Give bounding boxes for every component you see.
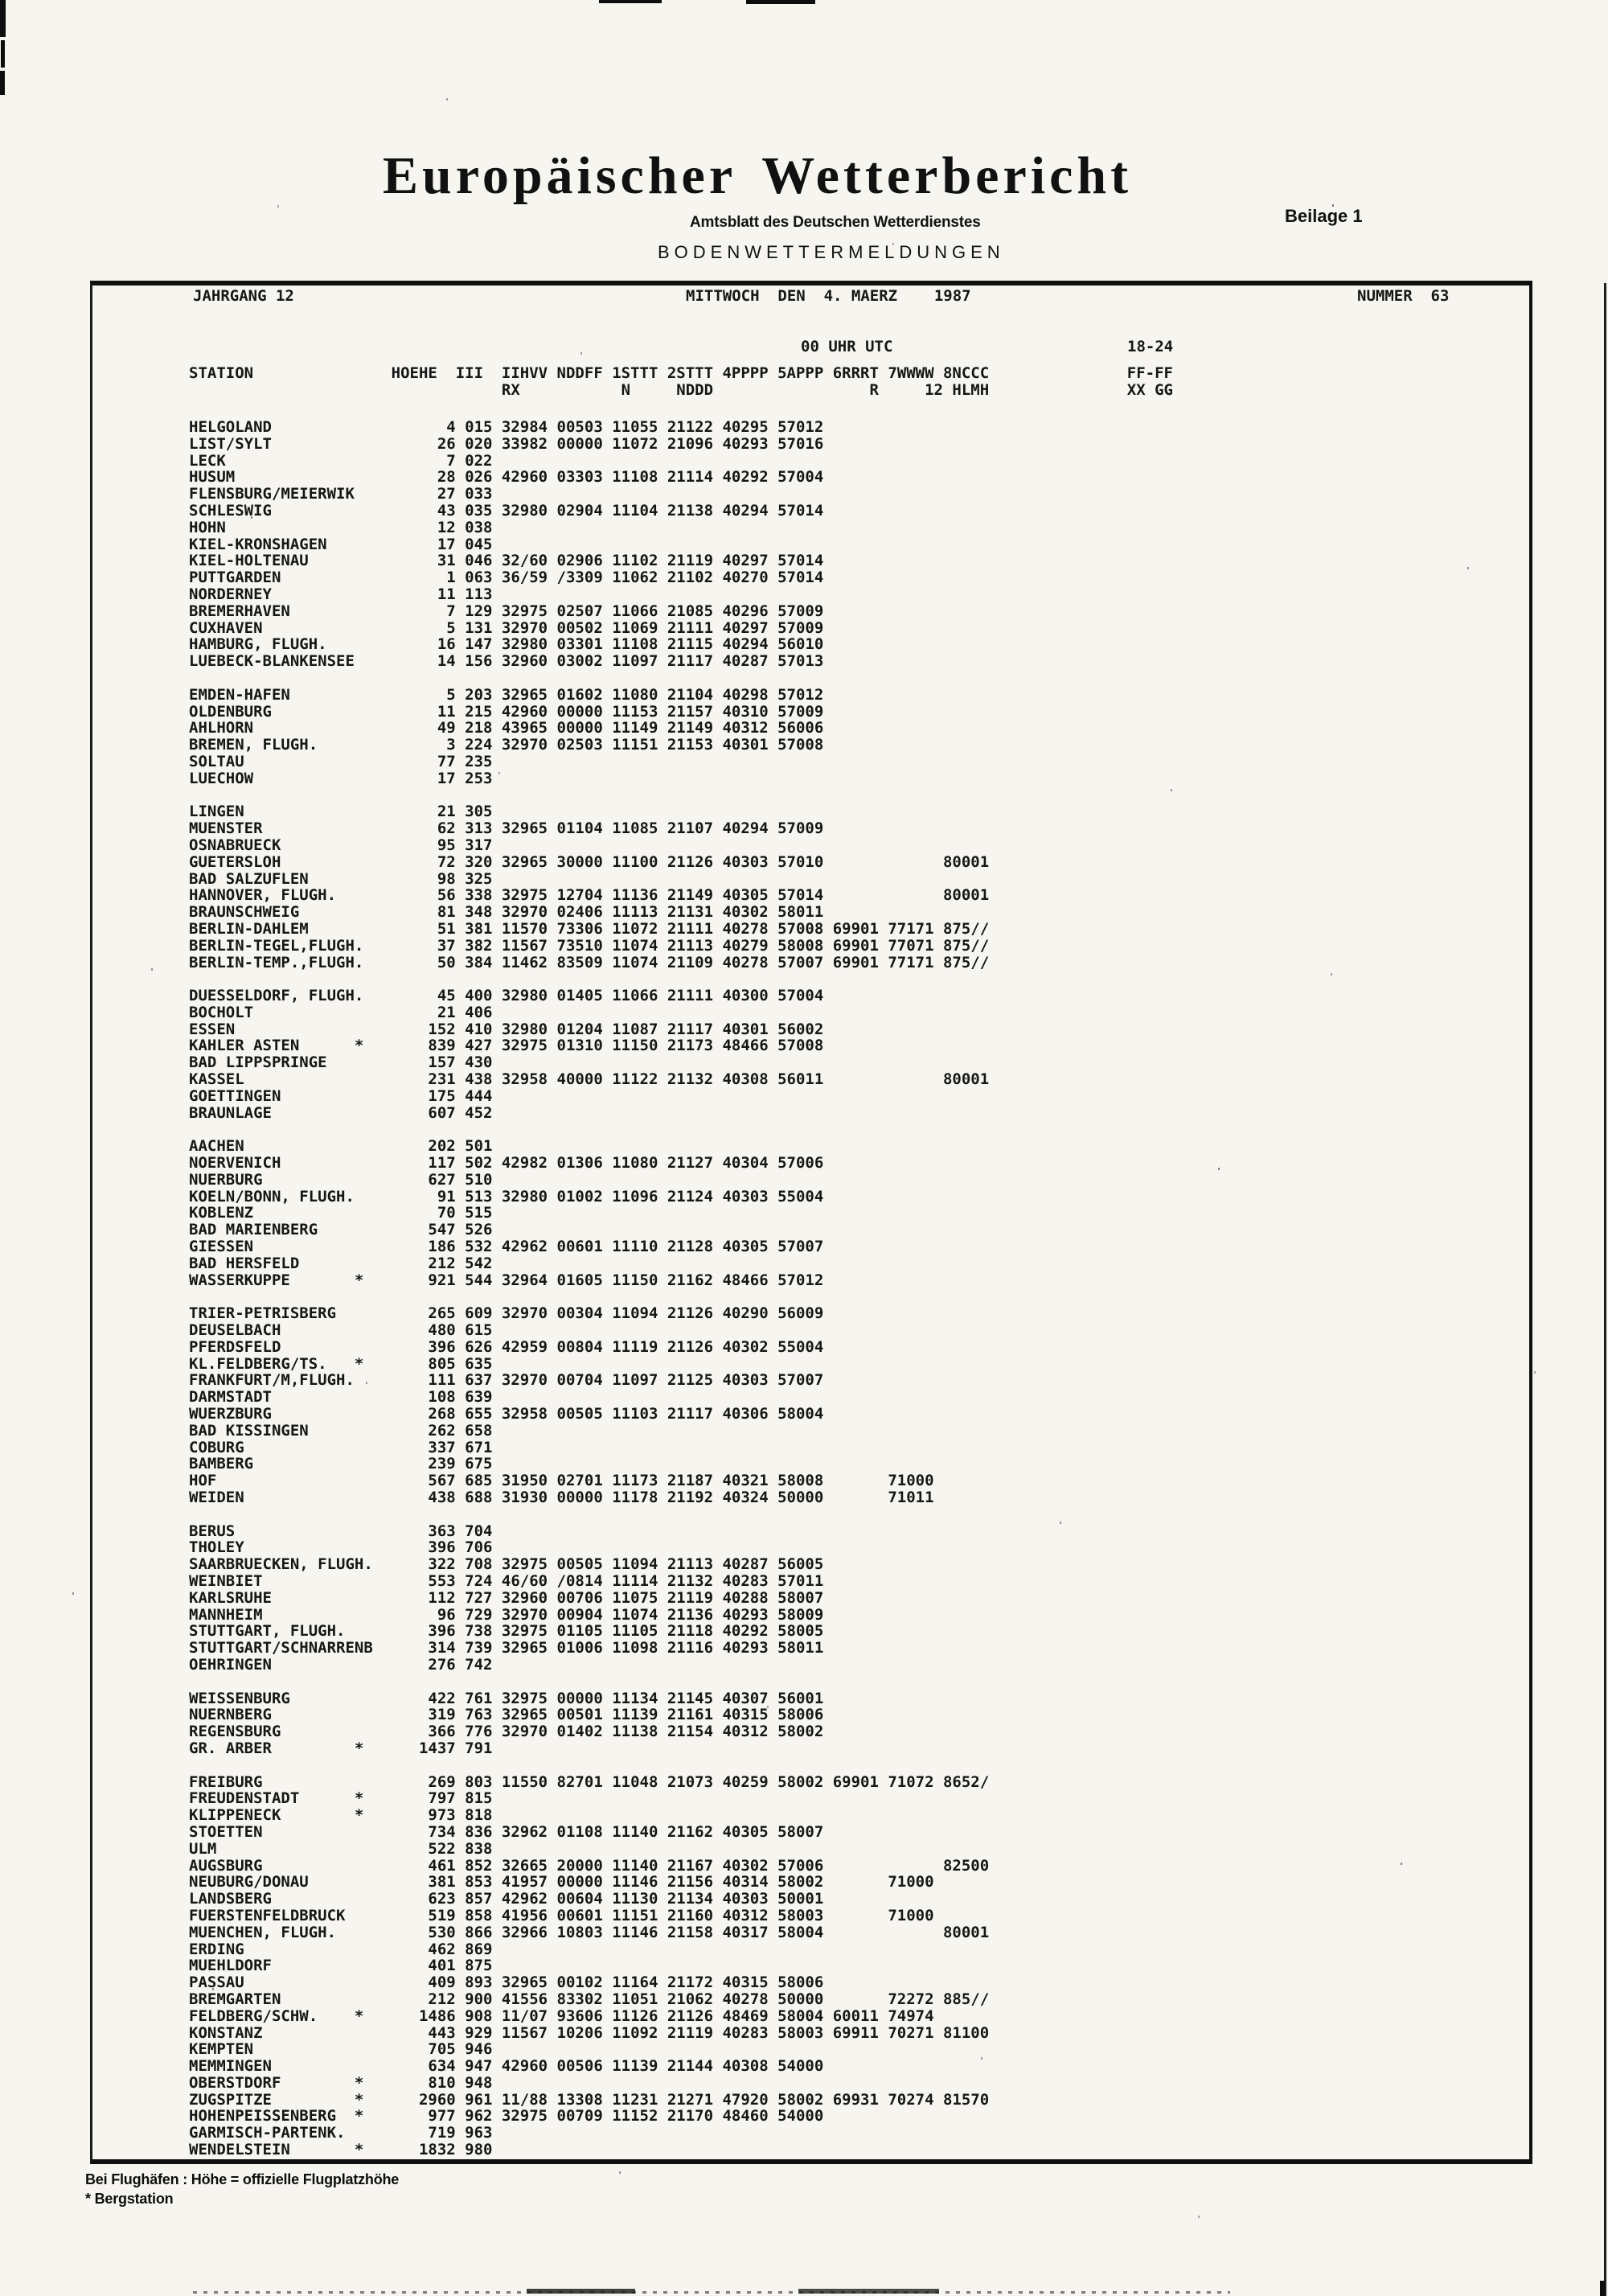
station-row: NEUBURG/DONAU 381 853 41957 00000 11146 21156 40314 58002 71000 <box>189 1873 934 1891</box>
station-row: BOCHOLT 21 406 <box>189 1003 493 1021</box>
station-row: BREMGARTEN 212 900 41556 83302 11051 21062 40278 50000 72272 885// <box>189 1990 990 2008</box>
station-row: OLDENBURG 11 215 42960 00000 11153 21157 40310 57009 <box>189 702 824 721</box>
station-row: KONSTANZ 443 929 11567 10206 11092 21119 40283 58003 69911 70271 81100 <box>189 2023 990 2042</box>
station-row: AUGSBURG 461 852 32665 20000 11140 21167 40302 57006 82500 <box>189 1856 990 1875</box>
station-row: HAMBURG, FLUGH. 16 147 32980 03301 11108 21115 40294 56010 <box>189 635 824 654</box>
station-row: KOBLENZ 70 515 <box>189 1204 493 1222</box>
station-row: WENDELSTEIN * 1832 980 <box>189 2141 493 2159</box>
station-row: BERLIN-TEGEL,FLUGH. 37 382 11567 73510 11074 21113 40279 58008 69901 77071 875// <box>189 936 990 955</box>
observation-time-label: 00 UHR UTC <box>801 338 893 355</box>
station-row: TRIER-PETRISBERG 265 609 32970 00304 11094 21126 40290 56009 <box>189 1304 824 1323</box>
scan-artifact <box>1600 2281 1605 2296</box>
spacer-row <box>189 1288 989 1305</box>
station-row: WEIDEN 438 688 31930 00000 11178 21192 40324 50000 71011 <box>189 1489 934 1506</box>
station-row: BERLIN-TEMP.,FLUGH. 50 384 11462 83509 11074 21109 40278 57007 69901 77171 875// <box>189 953 990 971</box>
station-row: LUEBECK-BLANKENSEE 14 156 32960 03002 11097 21117 40287 57013 <box>189 652 824 671</box>
station-row: BAD HERSFELD 212 542 <box>189 1254 493 1272</box>
station-row: GUETERSLOH 72 320 32965 30000 11100 21126 40303 57010 80001 <box>189 852 990 871</box>
volume-label: JAHRGANG 12 <box>193 287 294 305</box>
station-row: WASSERKUPPE * 921 544 32964 01605 11150 21162 48466 57012 <box>189 1271 824 1289</box>
masthead-subtitle: Amtsblatt des Deutschen Wetterdienstes <box>690 214 981 231</box>
station-row: BREMERHAVEN 7 129 32975 02507 11066 21085 40296 57009 <box>189 602 824 620</box>
section-title: BODENWETTERMELDUNGEN <box>658 242 1005 262</box>
station-row: MEMMINGEN 634 947 42960 00506 11139 21144 40308 54000 <box>189 2057 824 2076</box>
station-row: KAHLER ASTEN * 839 427 32975 01310 11150 21173 48466 57008 <box>189 1037 824 1055</box>
station-row: NUERNBERG 319 763 32965 00501 11139 21161 40315 58006 <box>189 1706 824 1724</box>
date-label: MITTWOCH DEN 4. MAERZ 1987 <box>686 287 971 305</box>
station-row: LECK 7 022 <box>189 451 493 470</box>
station-row: AACHEN 202 501 <box>189 1137 493 1156</box>
station-row: KARLSRUHE 112 727 32960 00706 11075 21119 40288 58007 <box>189 1588 824 1607</box>
station-row: HOHENPEISSENBERG * 977 962 32975 00709 11152 21170 48460 54000 <box>189 2107 824 2126</box>
station-row: BAD SALZUFLEN 98 325 <box>189 869 493 888</box>
station-row: KLIPPENECK * 973 818 <box>189 1806 493 1825</box>
station-row: GOETTINGEN 175 444 <box>189 1086 493 1105</box>
spacer-row <box>189 787 989 804</box>
station-row: KEMPTEN 705 946 <box>189 2040 493 2059</box>
station-row: MUENSTER 62 313 32965 01104 11085 21107 40294 57009 <box>189 819 824 838</box>
station-row: LINGEN 21 305 <box>189 803 493 821</box>
station-row: EMDEN-HAFEN 5 203 32965 01602 11080 21104 40298 57012 <box>189 685 824 704</box>
station-row: NUERBURG 627 510 <box>189 1170 493 1189</box>
station-row: FRANKFURT/M,FLUGH. 111 637 32970 00704 11097 21125 40303 57007 <box>189 1371 824 1390</box>
station-row: NOERVENICH 117 502 42982 01306 11080 21127 40304 57006 <box>189 1154 824 1173</box>
station-row: HELGOLAND 4 015 32984 00503 11055 21122 40295 57012 <box>189 418 824 436</box>
period-label: 18-24 <box>1127 338 1174 355</box>
station-row: WEISSENBURG 422 761 32975 00000 11134 21145 40307 56001 <box>189 1689 824 1707</box>
station-row: ZUGSPITZE * 2960 961 11/88 13308 11231 21271 47920 58002 69931 70274 81570 <box>189 2090 990 2109</box>
page-title: Europäischer Wetterbericht <box>383 146 1133 205</box>
station-row: GARMISCH-PARTENK. 719 963 <box>189 2124 493 2142</box>
station-row: BAD LIPPSPRINGE 157 430 <box>189 1054 493 1072</box>
station-row: FREUDENSTADT * 797 815 <box>189 1789 493 1808</box>
station-row: MUENCHEN, FLUGH. 530 866 32966 10803 11146 21158 40317 58004 80001 <box>189 1923 990 1941</box>
station-row: LIST/SYLT 26 020 33982 00000 11072 21096 40293 57016 <box>189 434 824 453</box>
issue-number-label: NUMMER 63 <box>1357 287 1450 305</box>
station-row: HANNOVER, FLUGH. 56 338 32975 12704 11136 21149 40305 57014 80001 <box>189 886 990 905</box>
station-row: BAD KISSINGEN 262 658 <box>189 1421 493 1440</box>
station-row: KASSEL 231 438 32958 40000 11122 21132 40308 56011 80001 <box>189 1070 990 1089</box>
station-row: KIEL-KRONSHAGEN 17 045 <box>189 535 493 553</box>
scan-noise <box>0 0 2 2</box>
station-row: THOLEY 396 706 <box>189 1538 493 1557</box>
station-row: FLENSBURG/MEIERWIK 27 033 <box>189 485 493 503</box>
column-header-row-1: STATION HOEHE III IIHVV NDDFF 1STTT 2STTT 4PPPP 5APPP 6RRRT 7WWWW 8NCCC FF-FF <box>189 364 1173 382</box>
scan-artifact <box>746 0 815 4</box>
station-row: KOELN/BONN, FLUGH. 91 513 32980 01002 11096 21124 40303 55004 <box>189 1187 824 1206</box>
scan-artifact <box>1604 283 1606 2296</box>
scan-artifact <box>599 0 662 3</box>
station-row: BAMBERG 239 675 <box>189 1455 493 1473</box>
station-row: FUERSTENFELDBRUCK 519 858 41956 00601 11151 21160 40312 58003 71000 <box>189 1906 934 1924</box>
station-row: GR. ARBER * 1437 791 <box>189 1739 493 1757</box>
station-row: STUTTGART, FLUGH. 396 738 32975 01105 11105 21118 40292 58005 <box>189 1622 824 1641</box>
footnote-airport-height: Bei Flughäfen : Höhe = offizielle Flugplatzhöhe <box>85 2171 400 2187</box>
station-row: KIEL-HOLTENAU 31 046 32/60 02906 11102 21119 40297 57014 <box>189 552 824 570</box>
station-row: BERLIN-DAHLEM 51 381 11570 73306 11072 21111 40278 57008 69901 77171 875// <box>189 919 990 938</box>
station-row: OBERSTDORF * 810 948 <box>189 2073 493 2092</box>
station-row: WUERZBURG 268 655 32958 00505 11103 21117 40306 58004 <box>189 1405 824 1423</box>
station-row: HUSUM 28 026 42960 03303 11108 21114 40292 57004 <box>189 468 824 487</box>
station-row: BERUS 363 704 <box>189 1522 493 1540</box>
station-row: PUTTGARDEN 1 063 36/59 /3309 11062 21102 40270 57014 <box>189 569 824 587</box>
station-row: PFERDSFELD 396 626 42959 00804 11119 21126 40302 55004 <box>189 1337 824 1356</box>
station-row: DEUSELBACH 480 615 <box>189 1321 493 1340</box>
spacer-row <box>189 1121 989 1138</box>
station-row: KL.FELDBERG/TS. * 805 635 <box>189 1354 493 1373</box>
station-row: LANDSBERG 623 857 42962 00604 11130 21134 40303 50001 <box>189 1890 824 1908</box>
station-row: OSNABRUECK 95 317 <box>189 836 493 854</box>
station-row: MANNHEIM 96 729 32970 00904 11074 21136 40293 58009 <box>189 1605 824 1624</box>
station-row: STUTTGART/SCHNARRENB 314 739 32965 01006 11098 21116 40293 58011 <box>189 1639 824 1657</box>
spacer-row <box>189 1674 989 1690</box>
scan-artifact <box>193 2291 1230 2294</box>
station-table <box>189 419 989 2158</box>
station-row: DUESSELDORF, FLUGH. 45 400 32980 01405 11066 21111 40300 57004 <box>189 987 824 1005</box>
spacer-row <box>189 1757 989 1774</box>
scan-artifact <box>0 71 5 95</box>
station-row: BREMEN, FLUGH. 3 224 32970 02503 11151 21153 40301 57008 <box>189 736 824 754</box>
footnote-mountain-station: * Bergstation <box>85 2191 174 2207</box>
station-row: AHLHORN 49 218 43965 00000 11149 21149 40312 56006 <box>189 719 824 737</box>
station-row: DARMSTADT 108 639 <box>189 1388 493 1407</box>
station-row: BRAUNSCHWEIG 81 348 32970 02406 11113 21131 40302 58011 <box>189 903 824 922</box>
spacer-row <box>189 1506 989 1523</box>
station-row: NORDERNEY 11 113 <box>189 585 493 603</box>
station-row: GIESSEN 186 532 42962 00601 11110 21128 40305 57007 <box>189 1238 824 1256</box>
station-row: HOF 567 685 31950 02701 11173 21187 40321 58008 71000 <box>189 1472 934 1490</box>
station-row: SCHLESWIG 43 035 32980 02904 11104 21138 40294 57014 <box>189 501 824 520</box>
station-row: BRAUNLAGE 607 452 <box>189 1103 493 1122</box>
station-row: SOLTAU 77 235 <box>189 752 493 770</box>
station-row: ULM 522 838 <box>189 1839 493 1858</box>
station-row: WEINBIET 553 724 46/60 /0814 11114 21132 40283 57011 <box>189 1571 824 1590</box>
station-row: FREIBURG 269 803 11550 82701 11048 21073 40259 58002 69901 71072 8652/ <box>189 1772 990 1791</box>
scan-artifact <box>0 0 6 37</box>
station-row: ESSEN 152 410 32980 01204 11087 21117 40301 56002 <box>189 1020 824 1038</box>
station-row: BAD MARIENBERG 547 526 <box>189 1221 493 1239</box>
column-header-row-2: RX N NDDD R 12 HLMH XX GG <box>189 380 1173 399</box>
station-row: HOHN 12 038 <box>189 518 493 536</box>
station-row: LUECHOW 17 253 <box>189 769 493 787</box>
scan-artifact <box>1 40 5 68</box>
station-row: MUEHLDORF 401 875 <box>189 1957 493 1975</box>
station-row: SAARBRUECKEN, FLUGH. 322 708 32975 00505 11094 21113 40287 56005 <box>189 1555 824 1574</box>
station-row: COBURG 337 671 <box>189 1438 493 1456</box>
station-row: CUXHAVEN 5 131 32970 00502 11069 21111 40297 57009 <box>189 618 824 637</box>
station-row: STOETTEN 734 836 32962 01108 11140 21162 40305 58007 <box>189 1822 824 1841</box>
spacer-row <box>189 971 989 988</box>
station-row: ERDING 462 869 <box>189 1940 493 1958</box>
station-row: FELDBERG/SCHW. * 1486 908 11/07 93606 11126 21126 48469 58004 60011 74974 <box>189 2006 934 2025</box>
station-row: REGENSBURG 366 776 32970 01402 11138 21154 40312 58002 <box>189 1723 824 1741</box>
station-row: OEHRINGEN 276 742 <box>189 1655 493 1674</box>
annex-label: Beilage 1 <box>1285 206 1363 226</box>
spacer-row <box>189 670 989 687</box>
station-row: PASSAU 409 893 32965 00102 11164 21172 40315 58006 <box>189 1974 824 1992</box>
